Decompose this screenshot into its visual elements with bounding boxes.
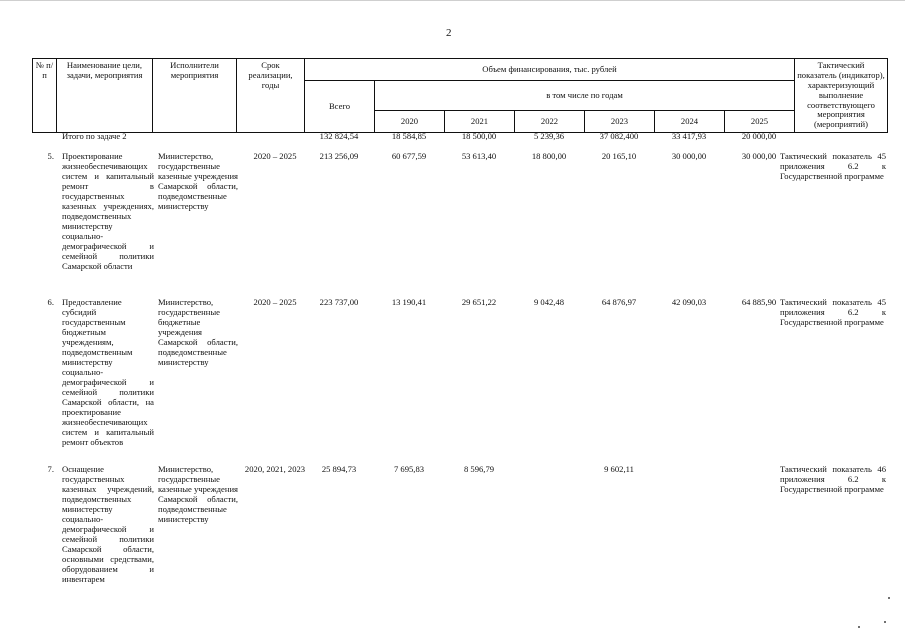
row-value: 53 613,40 bbox=[461, 151, 497, 161]
row-total: 25 894,73 bbox=[321, 464, 357, 474]
header-year: 2022 bbox=[515, 111, 585, 133]
row-name: Оснащение государственных казенных учреждений, подведомственных министерству социально-демографической и семейной политики Самарской области, основными средствами, оборудованием и инвентарем bbox=[62, 464, 154, 584]
header-year: 2025 bbox=[725, 111, 795, 133]
header-year: 2024 bbox=[655, 111, 725, 133]
row-value: 30 000,00 bbox=[741, 151, 777, 161]
row-term: 2020 – 2025 bbox=[253, 151, 297, 161]
row-executors: Министерство, государственные бюджетные учреждения Самарской области, подведомственные министерству bbox=[158, 297, 238, 367]
row-executors: Министерство, государственные казенные учреждения Самарской области, подведомственные министерству bbox=[158, 464, 239, 524]
row-value: 60 677,59 bbox=[391, 151, 427, 161]
header-term: Срок реализации, годы bbox=[237, 59, 305, 133]
row-total: 223 737,00 bbox=[319, 297, 359, 307]
total-value: 37 082,400 bbox=[599, 131, 639, 141]
scan-speck bbox=[888, 597, 890, 599]
total-value: 18 584,85 bbox=[391, 131, 427, 141]
row-value: 64 876,97 bbox=[601, 297, 637, 307]
row-value: 30 000,00 bbox=[671, 151, 707, 161]
row-indicator: Тактический показатель 45 приложения 6.2 к Государственной программе bbox=[780, 151, 886, 181]
header-year: 2023 bbox=[585, 111, 655, 133]
row-executors: Министерство, государственные казенные учреждения Самарской области, подведомственные министерству bbox=[158, 151, 239, 211]
row-value: 29 651,22 bbox=[461, 297, 497, 307]
header-by-years: в том числе по годам bbox=[375, 81, 795, 111]
row-name: Предоставление субсидий государственным бюджетным учреждениям, подведомственным министерству социально-демографической и семейной политики Самарской области, на проектирование жизнеобеспечивающих систем и капитальный ремонт объектов bbox=[62, 297, 154, 447]
table-header bbox=[32, 58, 888, 133]
page-number: 2 bbox=[446, 27, 452, 39]
row-term: 2020 – 2025 bbox=[253, 297, 297, 307]
total-label: Итого по задаче 2 bbox=[62, 131, 127, 141]
row-value: 20 165,10 bbox=[601, 151, 637, 161]
scan-speck bbox=[858, 626, 860, 628]
total-value: 18 500,00 bbox=[461, 131, 497, 141]
row-value: 13 190,41 bbox=[391, 297, 427, 307]
row-indicator: Тактический показатель 46 приложения 6.2 к Государственной программе bbox=[780, 464, 886, 494]
row-value: 9 042,48 bbox=[533, 297, 565, 307]
row-number: 5. bbox=[47, 151, 54, 161]
total-value: 5 239,36 bbox=[533, 131, 565, 141]
row-value: 18 800,00 bbox=[531, 151, 567, 161]
row-name: Проектирование жизнеобеспечивающих систем и капитальный ремонт в государственных казенных учреждениях, подведомственных министерству социально-демографической и семейной политики Самарской области bbox=[62, 151, 154, 271]
header-total: Всего bbox=[305, 81, 375, 133]
header-num: № п/п bbox=[33, 59, 57, 133]
row-value: 8 596,79 bbox=[463, 464, 495, 474]
row-value: 9 602,11 bbox=[604, 464, 634, 474]
header-year: 2020 bbox=[375, 111, 445, 133]
header-funding: Объем финансирования, тыс. рублей bbox=[305, 59, 795, 81]
row-number: 6. bbox=[47, 297, 54, 307]
row-value: 64 885,90 bbox=[741, 297, 777, 307]
total-value: 20 000,00 bbox=[741, 131, 777, 141]
header-name: Наименование цели, задачи, мероприятия bbox=[57, 59, 153, 133]
row-total: 213 256,09 bbox=[319, 151, 359, 161]
scan-speck bbox=[884, 621, 886, 623]
header-indicator: Тактический показатель (индикатор), характеризующий выполнение соответствующего мероприятия (мероприятий) bbox=[795, 59, 888, 133]
row-term: 2020, 2021, 2023 bbox=[244, 464, 306, 474]
total-sum: 132 824,54 bbox=[319, 131, 359, 141]
total-value: 33 417,93 bbox=[671, 131, 707, 141]
top-border bbox=[0, 0, 905, 1]
header-year: 2021 bbox=[445, 111, 515, 133]
header-executors: Исполнители мероприятия bbox=[153, 59, 237, 133]
row-value: 7 695,83 bbox=[393, 464, 425, 474]
row-indicator: Тактический показатель 45 приложения 6.2 к Государственной программе bbox=[780, 297, 886, 327]
row-number: 7. bbox=[47, 464, 54, 474]
row-value: 42 090,03 bbox=[671, 297, 707, 307]
